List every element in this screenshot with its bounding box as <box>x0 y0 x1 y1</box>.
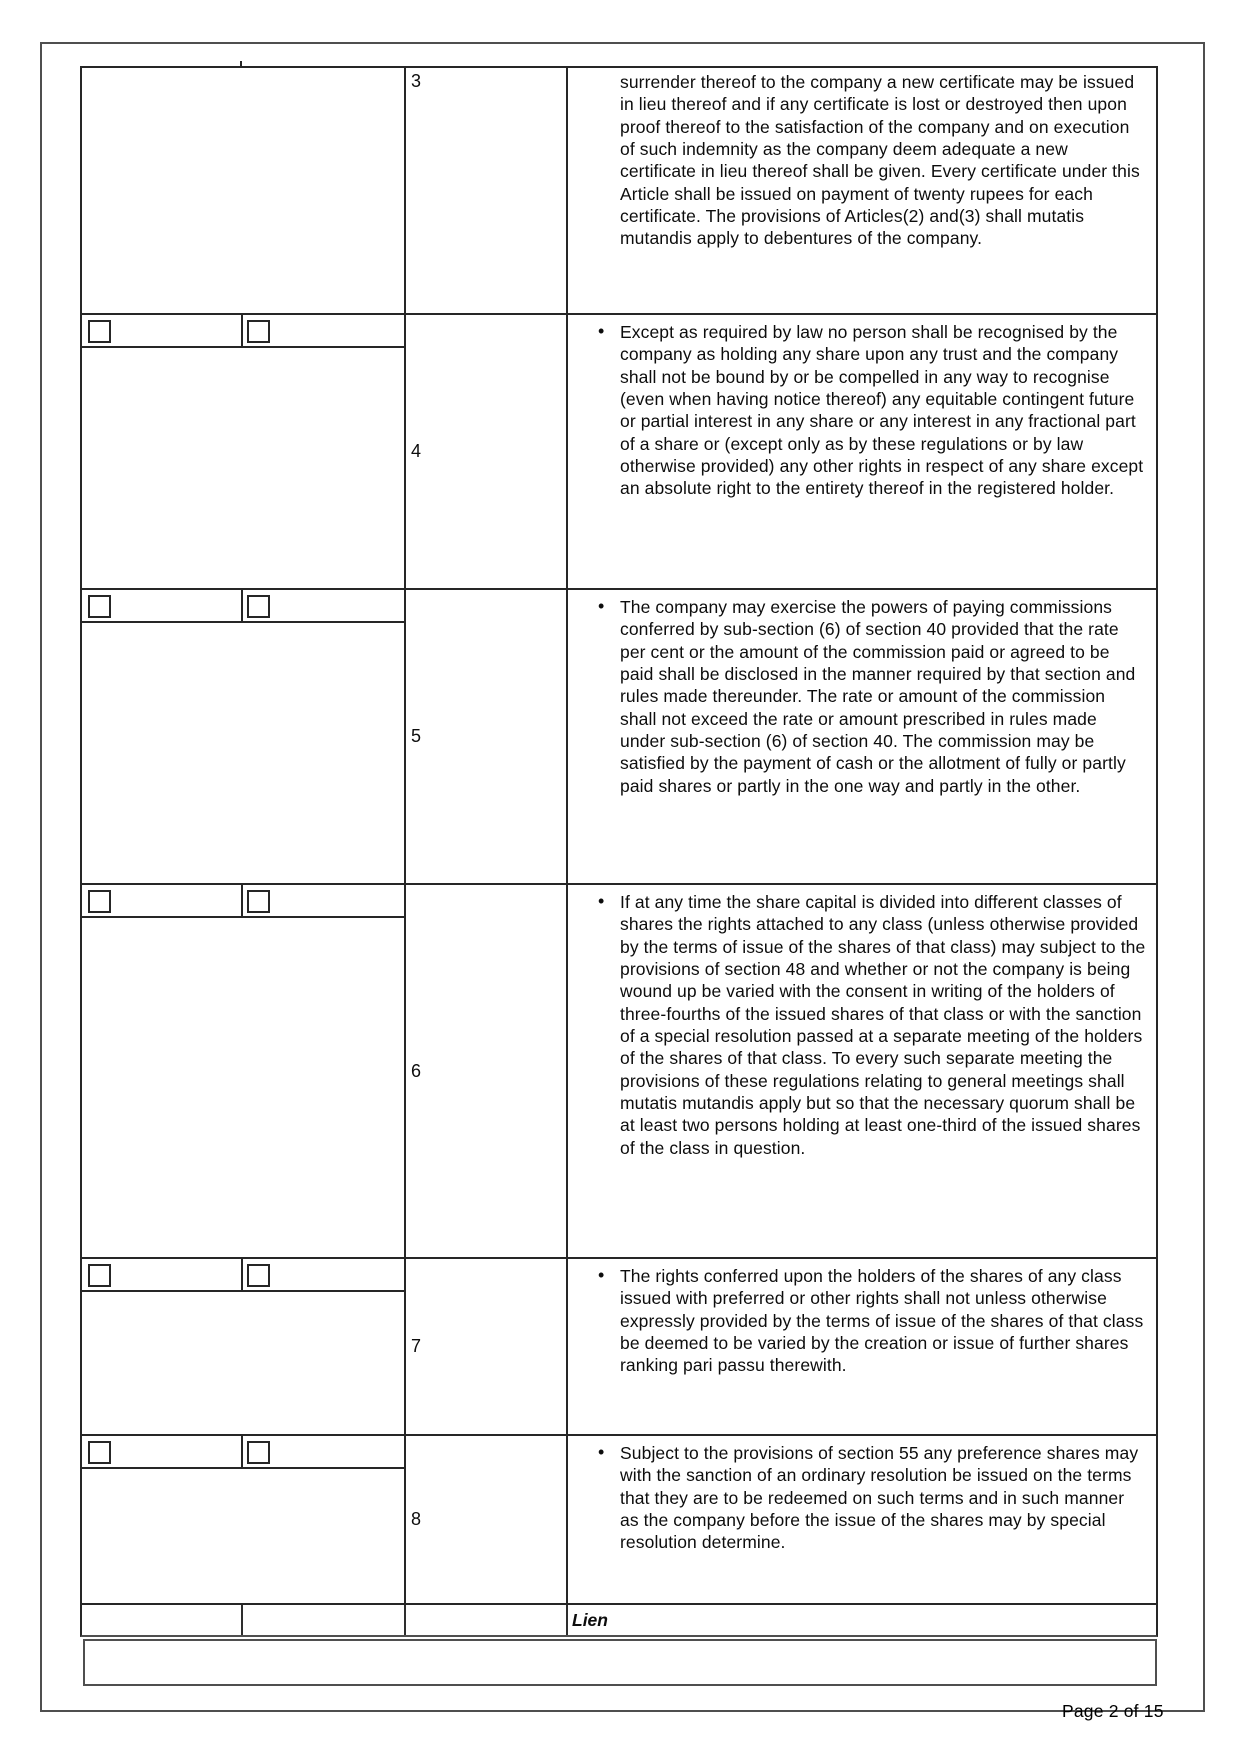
article-text: • If at any time the share capital is divided into different classes of shares the rights attached to any class (unless otherwise provided by the terms of issue of the shares of that class) may subject to the provisions of section 48 and whether or not the company is being wound up be varied with the consent in writing of the holders of three-fourths of the issued shares of that class or with the sanction of a special resolution passed at a separate meeting of the holders of the shares of that class. To every such separate meeting the provisions of these regulations relating to general meetings shall mutatis mutandis apply but so that the necessary quorum shall be at least two persons holding at least one-third of the issued shares of the class in question. <box>620 891 1146 1159</box>
row-5-left-cell <box>82 590 406 883</box>
row-5-text-cell <box>568 590 1156 883</box>
row-4-number: 4 <box>406 315 568 588</box>
row-7-checkbox-cell-1 <box>82 1259 243 1290</box>
empty-footer-box <box>83 1639 1157 1686</box>
checkbox-unchecked-icon[interactable] <box>247 890 270 913</box>
lien-row-cell-1 <box>82 1605 243 1635</box>
row-6-checkbox-band <box>82 885 404 918</box>
row-8-text-cell <box>568 1436 1156 1603</box>
article-text: • The rights conferred upon the holders of the shares of any class issued with preferred or other rights shall not unless otherwise expressly provided by the terms of issue of the shares of that class be deemed to be varied by the creation or issue of further shares ranking pari passu therewith. <box>620 1265 1146 1377</box>
article-row-7 <box>82 1257 1156 1434</box>
article-row-4 <box>82 313 1156 588</box>
row-7-checkbox-band <box>82 1259 404 1292</box>
article-text: • Except as required by law no person shall be recognised by the company as holding any share upon any trust and the company shall not be bound by or be compelled in any way to recognise (even when having notice thereof) any equitable contingent future or partial interest in any share or any interest in any fractional part of a share or (except only as by these regulations or by law otherwise provided) any other rights in respect of any share except an absolute right to the entirety thereof in the registered holder. <box>620 321 1146 500</box>
checkbox-unchecked-icon[interactable] <box>88 890 111 913</box>
article-row-5 <box>82 588 1156 883</box>
article-text: surrender thereof to the company a new certificate may be issued in lieu thereof and if any certificate is lost or destroyed then upon proof thereof to the satisfaction of the company and on execution of such indemnity as the company deem adequate a new certificate in lieu thereof shall be given. Every certificate under this Article shall be issued on payment of twenty rupees for each certificate. The provisions of Articles(2) and(3) shall mutatis mutandis apply to debentures of the company. <box>620 72 1140 249</box>
row-4-text-cell <box>568 315 1156 588</box>
lien-section-row <box>82 1603 1156 1635</box>
checkbox-unchecked-icon[interactable] <box>88 595 111 618</box>
page-number: Page 2 of 15 <box>1062 1701 1164 1721</box>
articles-table <box>80 66 1158 1637</box>
checkbox-unchecked-icon[interactable] <box>247 320 270 343</box>
section-heading: Lien <box>572 1609 608 1630</box>
checkbox-unchecked-icon[interactable] <box>247 1441 270 1464</box>
checkbox-unchecked-icon[interactable] <box>88 1264 111 1287</box>
row-6-checkbox-cell-1 <box>82 885 243 916</box>
row-5-checkbox-cell-2 <box>243 590 404 621</box>
row-6-number: 6 <box>406 885 568 1257</box>
row-8-checkbox-band <box>82 1436 404 1469</box>
lien-row-cell-3 <box>406 1605 568 1635</box>
row-8-number: 8 <box>406 1436 568 1603</box>
row-6-text-cell <box>568 885 1156 1257</box>
article-text: • Subject to the provisions of section 55 any preference shares may with the sanction of an ordinary resolution be issued on the terms that they are to be redeemed on such terms and in such manner as the company before the issue of the shares may by special resolution determine. <box>620 1442 1146 1554</box>
row-5-number: 5 <box>406 590 568 883</box>
article-row-8 <box>82 1434 1156 1603</box>
row-8-checkbox-cell-1 <box>82 1436 243 1467</box>
checkbox-unchecked-icon[interactable] <box>88 1441 111 1464</box>
row-4-left-cell <box>82 315 406 588</box>
row-7-number: 7 <box>406 1259 568 1434</box>
row-5-checkbox-band <box>82 590 404 623</box>
row-5-checkbox-cell-1 <box>82 590 243 621</box>
row-3-left-cell <box>82 68 406 313</box>
row-4-checkbox-cell-2 <box>243 315 404 346</box>
row-3-text-cell <box>568 68 1156 313</box>
lien-row-cell-2 <box>243 1605 406 1635</box>
column-divider-tick <box>240 61 242 68</box>
row-8-checkbox-cell-2 <box>243 1436 404 1467</box>
row-4-checkbox-band <box>82 315 404 348</box>
row-3-number: 3 <box>406 68 568 313</box>
row-6-checkbox-cell-2 <box>243 885 404 916</box>
article-text: • The company may exercise the powers of paying commissions conferred by sub-section (6) of section 40 provided that the rate per cent or the amount of the commission paid or agreed to be paid shall be disclosed in the manner required by that section and rules made thereunder. The rate or amount of the commission shall not exceed the rate or amount prescribed in rules made under sub-section (6) of section 40. The commission may be satisfied by the payment of cash or the allotment of fully or partly paid shares or partly in the one way and partly in the other. <box>620 596 1146 797</box>
row-7-text-cell <box>568 1259 1156 1434</box>
row-4-checkbox-cell-1 <box>82 315 243 346</box>
row-7-checkbox-cell-2 <box>243 1259 404 1290</box>
article-row-6 <box>82 883 1156 1257</box>
checkbox-unchecked-icon[interactable] <box>247 595 270 618</box>
row-6-left-cell <box>82 885 406 1257</box>
row-8-left-cell <box>82 1436 406 1603</box>
checkbox-unchecked-icon[interactable] <box>88 320 111 343</box>
article-row-3 <box>82 68 1156 313</box>
row-7-left-cell <box>82 1259 406 1434</box>
checkbox-unchecked-icon[interactable] <box>247 1264 270 1287</box>
